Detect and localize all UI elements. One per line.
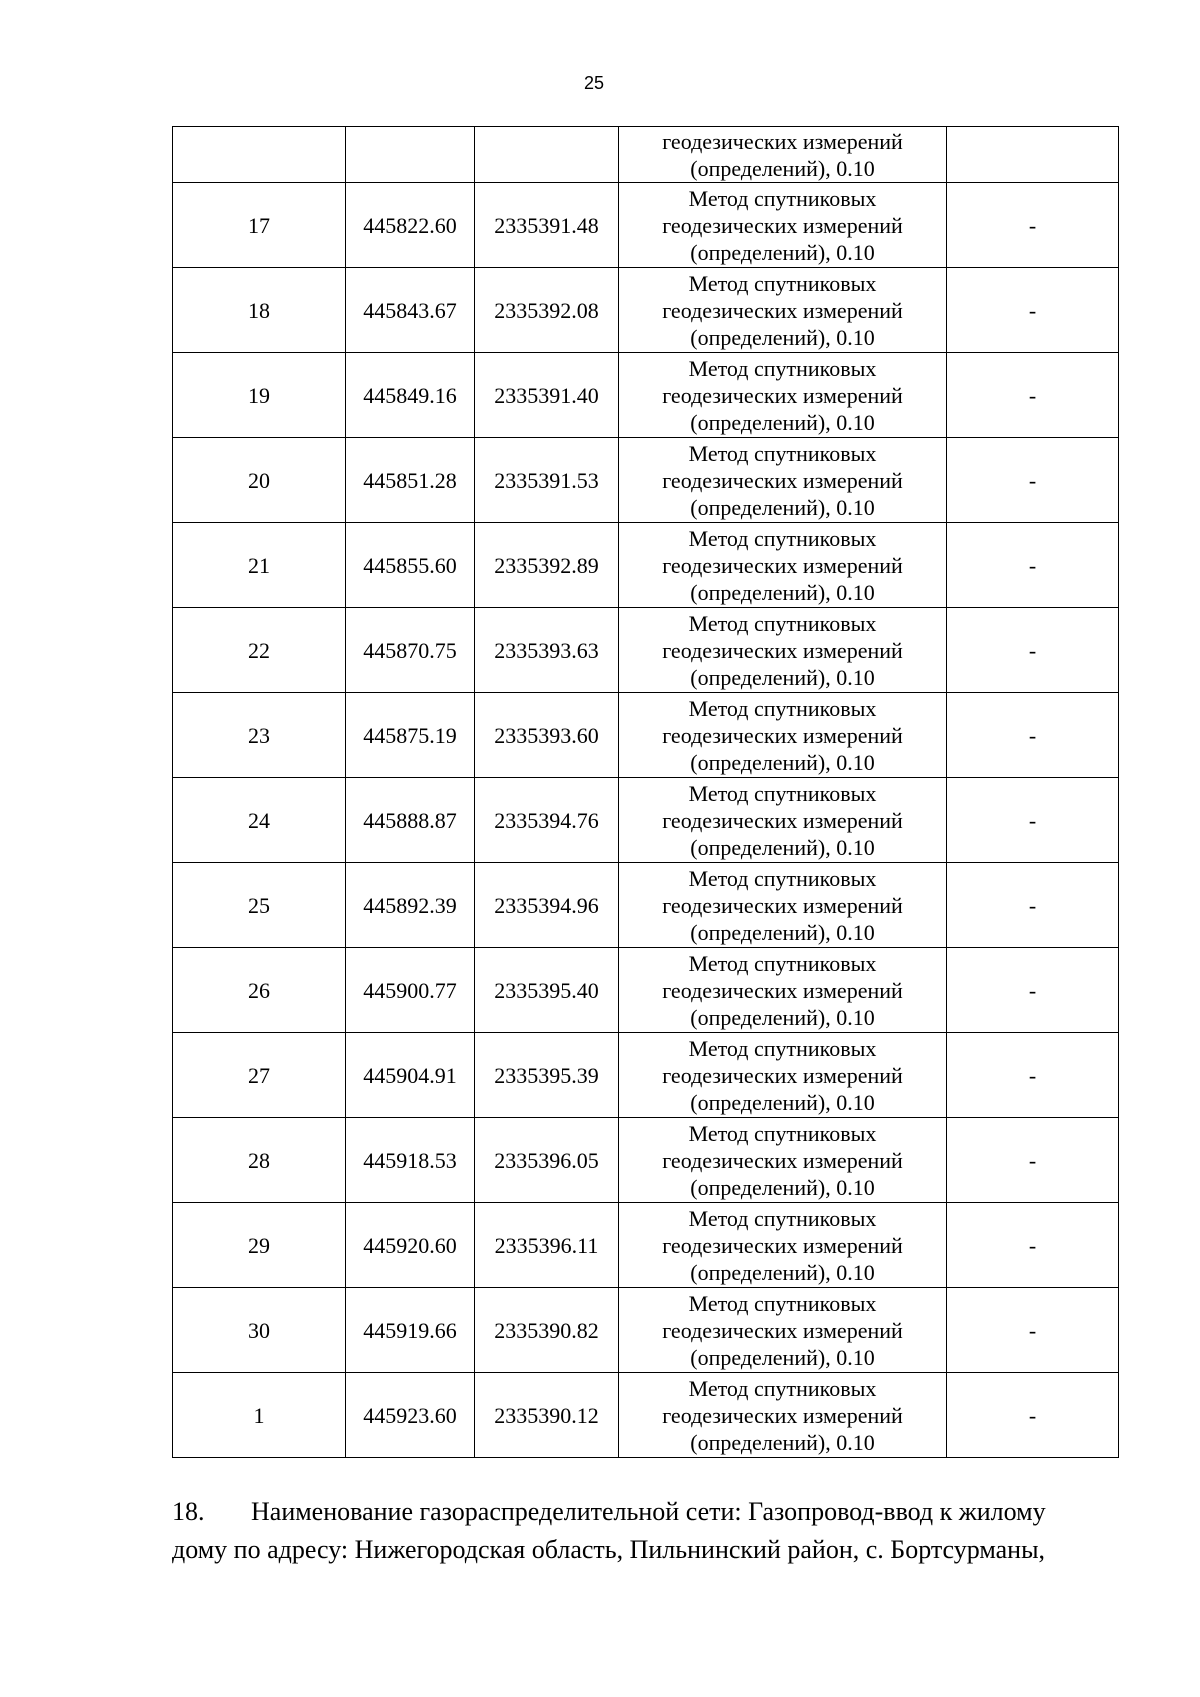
cell-method <box>619 127 947 183</box>
cell-x: 445870.75 <box>346 608 475 693</box>
cell-x: 445923.60 <box>346 1373 475 1458</box>
section-paragraph <box>172 1493 1118 1569</box>
cell-method <box>619 268 947 353</box>
cell-x: 445920.60 <box>346 1203 475 1288</box>
cell-note: - <box>947 523 1119 608</box>
method-line: Метод спутниковых <box>688 610 877 636</box>
paragraph-text-1: Наименование газораспределительной сети: Газопровод-ввод к жилому <box>251 1497 1046 1526</box>
method-line: (определений), 0.10 <box>690 494 875 520</box>
cell-x: 445904.91 <box>346 1033 475 1118</box>
table-row <box>173 948 1119 1033</box>
table-body <box>173 127 1119 1458</box>
cell-point-number: 27 <box>173 1033 346 1118</box>
cell-x: 445851.28 <box>346 438 475 523</box>
cell-point-number: 24 <box>173 778 346 863</box>
table-row <box>173 353 1119 438</box>
cell-y <box>475 127 619 183</box>
cell-note: - <box>947 1288 1119 1373</box>
method-line: (определений), 0.10 <box>690 579 875 605</box>
cell-y: 2335391.53 <box>475 438 619 523</box>
method-line: Метод спутниковых <box>688 440 877 466</box>
cell-method <box>619 608 947 693</box>
cell-y: 2335390.12 <box>475 1373 619 1458</box>
table-row <box>173 438 1119 523</box>
cell-x: 445843.67 <box>346 268 475 353</box>
cell-note <box>947 127 1119 183</box>
cell-y: 2335391.48 <box>475 183 619 268</box>
method-line: Метод спутниковых <box>688 185 877 211</box>
method-line: (определений), 0.10 <box>690 1344 875 1370</box>
table-row <box>173 1373 1119 1458</box>
method-line: геодезических измерений <box>662 1402 903 1428</box>
cell-method <box>619 183 947 268</box>
method-line: (определений), 0.10 <box>690 1004 875 1030</box>
section-number: 18. <box>172 1497 205 1526</box>
method-line: Метод спутниковых <box>688 780 877 806</box>
cell-y: 2335395.40 <box>475 948 619 1033</box>
cell-note: - <box>947 183 1119 268</box>
table-row <box>173 523 1119 608</box>
method-line: Метод спутниковых <box>688 355 877 381</box>
method-line: геодезических измерений <box>662 1147 903 1173</box>
cell-y: 2335394.96 <box>475 863 619 948</box>
method-line: геодезических измерений <box>662 128 903 154</box>
cell-point-number: 21 <box>173 523 346 608</box>
cell-method <box>619 778 947 863</box>
cell-point-number: 25 <box>173 863 346 948</box>
cell-point-number: 29 <box>173 1203 346 1288</box>
method-line: геодезических измерений <box>662 467 903 493</box>
cell-y: 2335396.11 <box>475 1203 619 1288</box>
method-line: геодезических измерений <box>662 212 903 238</box>
cell-point-number: 22 <box>173 608 346 693</box>
cell-x: 445822.60 <box>346 183 475 268</box>
cell-point-number: 19 <box>173 353 346 438</box>
method-line: (определений), 0.10 <box>690 155 875 181</box>
cell-note: - <box>947 268 1119 353</box>
cell-point-number: 30 <box>173 1288 346 1373</box>
cell-x: 445849.16 <box>346 353 475 438</box>
method-line: (определений), 0.10 <box>690 834 875 860</box>
cell-note: - <box>947 353 1119 438</box>
method-line: Метод спутниковых <box>688 270 877 296</box>
cell-y: 2335390.82 <box>475 1288 619 1373</box>
table-row <box>173 778 1119 863</box>
method-line: Метод спутниковых <box>688 1035 877 1061</box>
cell-method <box>619 1118 947 1203</box>
method-line: (определений), 0.10 <box>690 239 875 265</box>
cell-point-number: 17 <box>173 183 346 268</box>
method-line: геодезических измерений <box>662 1062 903 1088</box>
cell-y: 2335391.40 <box>475 353 619 438</box>
cell-x: 445919.66 <box>346 1288 475 1373</box>
method-line: Метод спутниковых <box>688 1205 877 1231</box>
cell-x: 445918.53 <box>346 1118 475 1203</box>
method-line: геодезических измерений <box>662 977 903 1003</box>
cell-x: 445888.87 <box>346 778 475 863</box>
cell-note: - <box>947 608 1119 693</box>
cell-point-number: 18 <box>173 268 346 353</box>
method-line: геодезических измерений <box>662 297 903 323</box>
cell-point-number: 28 <box>173 1118 346 1203</box>
method-line: (определений), 0.10 <box>690 664 875 690</box>
method-line: геодезических измерений <box>662 552 903 578</box>
cell-method <box>619 1373 947 1458</box>
method-line: геодезических измерений <box>662 637 903 663</box>
cell-method <box>619 1288 947 1373</box>
cell-note: - <box>947 693 1119 778</box>
table-row <box>173 863 1119 948</box>
cell-x <box>346 127 475 183</box>
cell-method <box>619 1203 947 1288</box>
method-line: геодезических измерений <box>662 382 903 408</box>
cell-point-number: 23 <box>173 693 346 778</box>
method-line: (определений), 0.10 <box>690 1089 875 1115</box>
table-row <box>173 1033 1119 1118</box>
cell-note: - <box>947 1373 1119 1458</box>
page-number: 25 <box>583 73 605 93</box>
cell-y: 2335395.39 <box>475 1033 619 1118</box>
method-line: Метод спутниковых <box>688 525 877 551</box>
method-line: (определений), 0.10 <box>690 1174 875 1200</box>
method-line: (определений), 0.10 <box>690 1429 875 1455</box>
cell-method <box>619 523 947 608</box>
cell-point-number: 26 <box>173 948 346 1033</box>
cell-y: 2335393.63 <box>475 608 619 693</box>
cell-x: 445900.77 <box>346 948 475 1033</box>
cell-point-number <box>173 127 346 183</box>
cell-point-number: 1 <box>173 1373 346 1458</box>
paragraph-line-2: дому по адресу: Нижегородская область, Пильнинский район, с. Бортсурманы, <box>172 1535 1046 1564</box>
cell-y: 2335393.60 <box>475 693 619 778</box>
method-line: (определений), 0.10 <box>690 324 875 350</box>
method-line: Метод спутниковых <box>688 865 877 891</box>
cell-y: 2335394.76 <box>475 778 619 863</box>
cell-y: 2335396.05 <box>475 1118 619 1203</box>
table-row <box>173 268 1119 353</box>
table-row <box>173 693 1119 778</box>
cell-note: - <box>947 863 1119 948</box>
table-row-continuation <box>173 127 1119 183</box>
cell-method <box>619 438 947 523</box>
cell-note: - <box>947 778 1119 863</box>
method-line: Метод спутниковых <box>688 1120 877 1146</box>
paragraph-line-1 <box>172 1493 1118 1531</box>
method-line: Метод спутниковых <box>688 1290 877 1316</box>
cell-y: 2335392.08 <box>475 268 619 353</box>
table-row <box>173 608 1119 693</box>
coordinates-table <box>172 126 1119 1458</box>
cell-note: - <box>947 1033 1119 1118</box>
method-line: (определений), 0.10 <box>690 919 875 945</box>
method-line: Метод спутниковых <box>688 695 877 721</box>
method-line: геодезических измерений <box>662 807 903 833</box>
method-line: геодезических измерений <box>662 892 903 918</box>
cell-note: - <box>947 1118 1119 1203</box>
cell-method <box>619 948 947 1033</box>
cell-note: - <box>947 948 1119 1033</box>
method-line: геодезических измерений <box>662 1232 903 1258</box>
table-row <box>173 1288 1119 1373</box>
cell-method <box>619 693 947 778</box>
method-line: (определений), 0.10 <box>690 749 875 775</box>
cell-x: 445892.39 <box>346 863 475 948</box>
table-row <box>173 1118 1119 1203</box>
cell-method <box>619 863 947 948</box>
cell-point-number: 20 <box>173 438 346 523</box>
cell-x: 445855.60 <box>346 523 475 608</box>
cell-note: - <box>947 438 1119 523</box>
cell-method <box>619 353 947 438</box>
table-row <box>173 1203 1119 1288</box>
method-line: геодезических измерений <box>662 722 903 748</box>
cell-y: 2335392.89 <box>475 523 619 608</box>
method-line: (определений), 0.10 <box>690 1259 875 1285</box>
cell-method <box>619 1033 947 1118</box>
method-line: (определений), 0.10 <box>690 409 875 435</box>
method-line: Метод спутниковых <box>688 1375 877 1401</box>
method-line: геодезических измерений <box>662 1317 903 1343</box>
table-row <box>173 183 1119 268</box>
cell-x: 445875.19 <box>346 693 475 778</box>
cell-note: - <box>947 1203 1119 1288</box>
method-line: Метод спутниковых <box>688 950 877 976</box>
